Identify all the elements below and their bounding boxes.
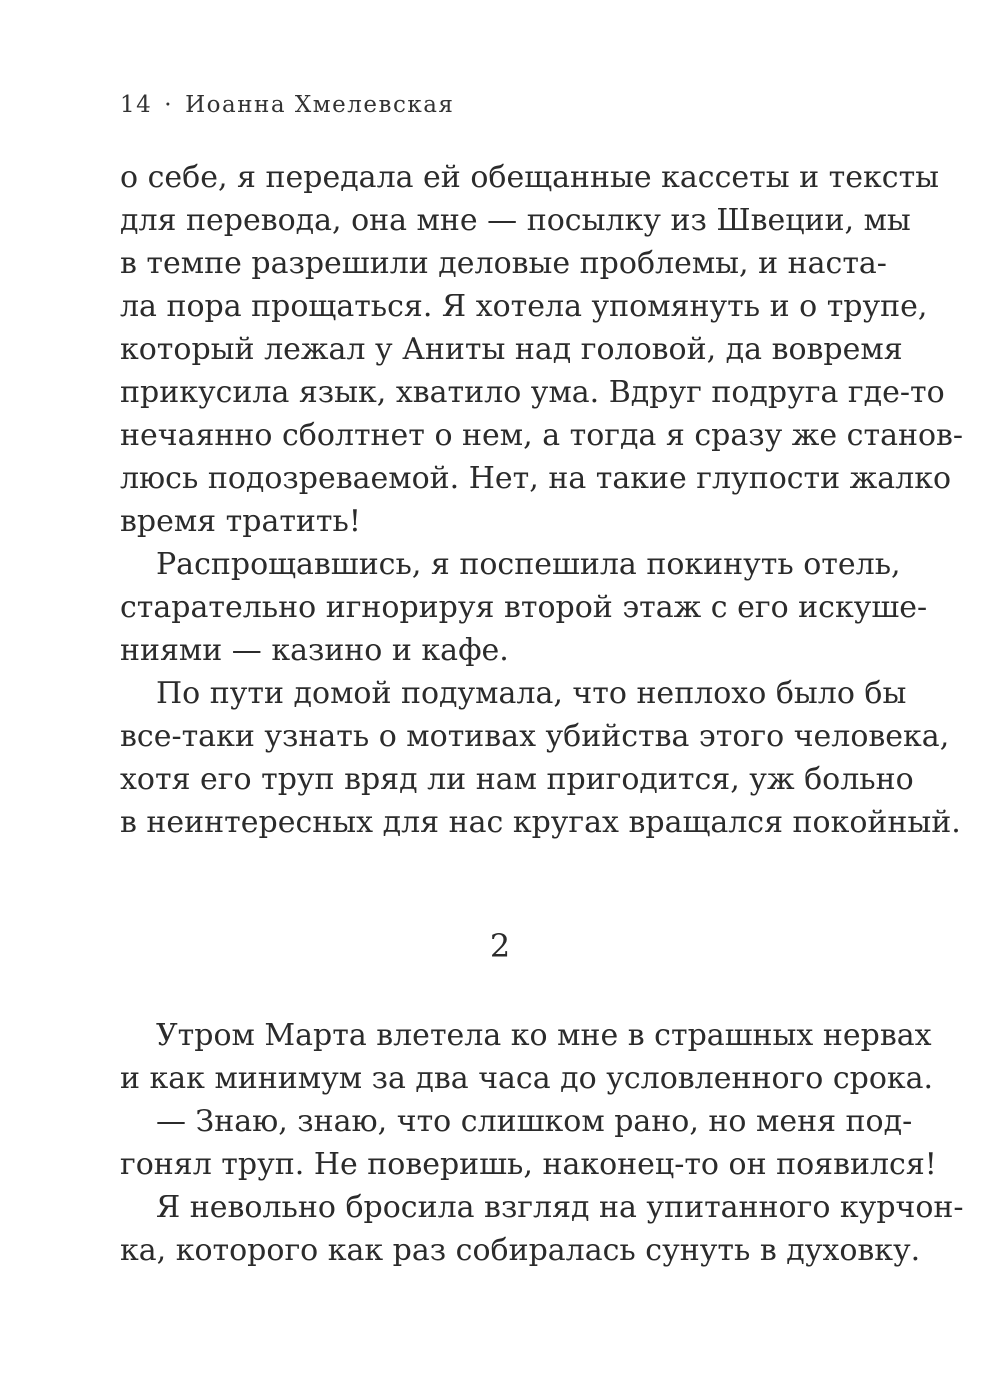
- text-line: хотя его труп вряд ли нам пригодится, уж больно: [120, 762, 914, 797]
- text-line: и как минимум за два часа до условленного срока.: [120, 1061, 934, 1096]
- text-line: Я невольно бросила взгляд на упитанного курчон-: [156, 1190, 964, 1225]
- text-line: Распрощавшись, я поспешила покинуть отель,: [156, 547, 901, 582]
- text-line: ниями — казино и кафе.: [120, 633, 509, 668]
- text-line: прикусила язык, хватило ума. Вдруг подруга где-то: [120, 375, 945, 410]
- text-line: По пути домой подумала, что неплохо было бы: [156, 676, 907, 711]
- header-separator: ·: [164, 92, 174, 118]
- text-line: о себе, я передала ей обещанные кассеты и тексты: [120, 160, 940, 195]
- running-head: [120, 92, 454, 118]
- text-line: нечаянно сболтнет о нем, а тогда я сразу же станов-: [120, 418, 964, 453]
- text-line: Утром Марта влетела ко мне в страшных нервах: [156, 1018, 932, 1053]
- text-line: — Знаю, знаю, что слишком рано, но меня под-: [156, 1104, 913, 1139]
- text-line: в темпе разрешили деловые проблемы, и наста-: [120, 246, 887, 281]
- text-line: люсь подозреваемой. Нет, на такие глупости жалко: [120, 461, 952, 496]
- text-line: который лежал у Аниты над головой, да вовремя: [120, 332, 903, 367]
- author-name: Иоанна Хмелевская: [185, 92, 455, 118]
- text-line: гонял труп. Не поверишь, наконец-то он появился!: [120, 1147, 937, 1182]
- text-line: для перевода, она мне — посылку из Швеции, мы: [120, 203, 911, 238]
- chapter-number: 2: [489, 927, 511, 965]
- text-line: старательно игнорируя второй этаж с его искуше-: [120, 590, 928, 625]
- text-line: время тратить!: [120, 504, 361, 539]
- text-line: ла пора прощаться. Я хотела упомянуть и о трупе,: [120, 289, 928, 324]
- text-line: ка, которого как раз собиралась сунуть в духовку.: [120, 1233, 921, 1268]
- page-number: 14: [120, 92, 153, 118]
- text-line: в неинтересных для нас кругах вращался покойный.: [120, 805, 961, 840]
- text-line: все-таки узнать о мотивах убийства этого человека,: [120, 719, 950, 754]
